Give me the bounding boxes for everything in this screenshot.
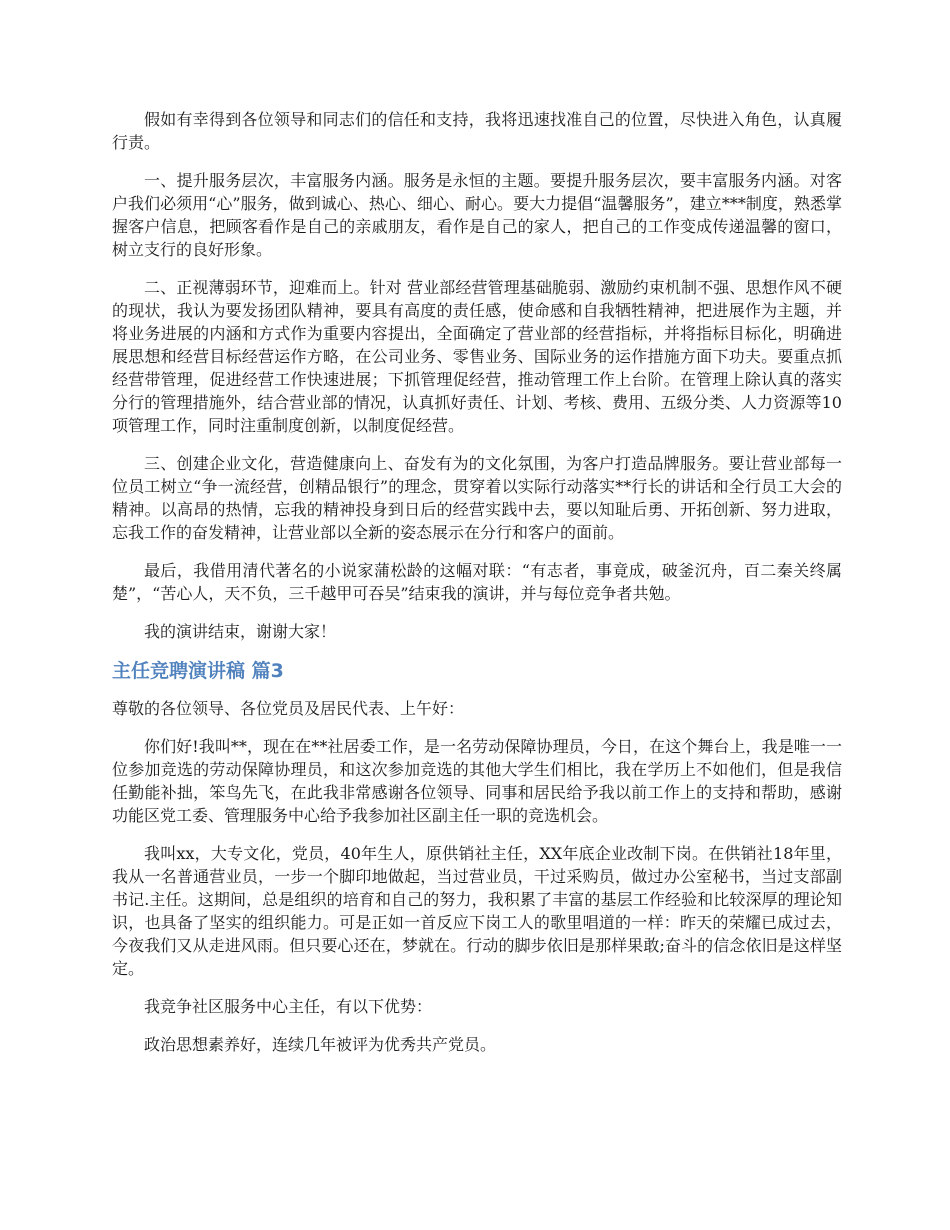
section-heading: 主任竞聘演讲稿 篇3 [112,660,284,682]
salutation: 尊敬的各位领导、各位党员及居民代表、上午好： [112,699,465,718]
paragraph: 二、正视薄弱环节，迎难而上。针对 营业部经营管理基础脆弱、激励约束机制不强、思想作风不硬的现状，我认为要发扬团队精神，要具有高度的责任感，使命感和自我牺牲精神，把进展作为主题，并将业务进展的内涵和方式作为重要内容提出，全面确定了营业部的经营指标，并将指标目标化，明确进展思想和经营目标经营运作方略，在公司业务、零售业务、国际业务的运作措施方面下功夫。要重点抓经营带管理，促进经营工作快速进展；下抓管理促经营，推动管理工作上台阶。在管理上除认真的落实分行的管理措施外，结合营业部的情况，认真抓好责任、计划、考核、费用、五级分类、人力资源等10项管理工作，同时注重制度创新，以制度促经营。 [112,278,842,435]
paragraph: 最后，我借用清代著名的小说家蒲松龄的这幅对联：“有志者，事竟成，破釜沉舟，百二秦关终属楚”，“苦心人，天不负，三千越甲可吞吴”结束我的演讲，并与每位竞争者共勉。 [112,561,842,603]
paragraph: 我叫xx，大专文化，党员，40年生人，原供销社主任，XX年底企业改制下岗。在供销社18年里，我从一名普通营业员，一步一个脚印地做起，当过营业员，干过采购员，做过办公室秘书，当过支部副书记.主任。这期间，总是组织的培育和自己的努力，我积累了丰富的基层工作经验和比较深厚的理论知识，也具备了坚实的组织能力。可是正如一首反应下岗工人的歌里唱道的一样：昨天的荣耀已成过去，今夜我们又从走进风雨。但只要心还在，梦就在。行动的脚步依旧是那样果敢;奋斗的信念依旧是这样坚定。 [112,844,842,978]
paragraph: 政治思想素养好，连续几年被评为优秀共产党员。 [144,1035,497,1054]
paragraph: 一、提升服务层次，丰富服务内涵。服务是永恒的主题。要提升服务层次，要丰富服务内涵。对客户我们必须用“心”服务，做到诚心、热心、细心、耐心。要大力提倡“温馨服务”，建立***制度，熟悉掌握客户信息，把顾客看作是自己的亲戚朋友，看作是自己的家人，把自己的工作变成传递温馨的窗口，树立支行的良好形象。 [112,171,842,259]
paragraph: 三、创建企业文化，营造健康向上、奋发有为的文化氛围，为客户打造品牌服务。要让营业部每一位员工树立“争一流经营，创精品银行”的理念，贯穿着以实际行动落实**行长的讲话和全行员工大会的精神。以高昂的热情，忘我的精神投身到日后的经营实践中去，要以知耻后勇、开拓创新、努力进取，忘我工作的奋发精神，让营业部以全新的姿态展示在分行和客户的面前。 [112,454,842,542]
paragraph: 你们好!我叫**，现在在**社居委工作，是一名劳动保障协理员，今日，在这个舞台上，我是唯一一位参加竞选的劳动保障协理员，和这次参加竞选的其他大学生们相比，我在学历上不如他们，但是我信任勤能补拙，笨鸟先飞，在此我非常感谢各位领导、同事和居民给予我以前工作上的支持和帮助，感谢功能区党工委、管理服务中心给予我参加社区副主任一职的竞选机会。 [112,737,842,825]
paragraph: 我的演讲结束，谢谢大家！ [144,622,337,641]
paragraph: 假如有幸得到各位领导和同志们的信任和支持，我将迅速找准自己的位置，尽快进入角色，认真履行责。 [112,110,842,152]
document-page [112,108,842,1071]
paragraph: 我竞争社区服务中心主任，有以下优势： [144,997,433,1016]
